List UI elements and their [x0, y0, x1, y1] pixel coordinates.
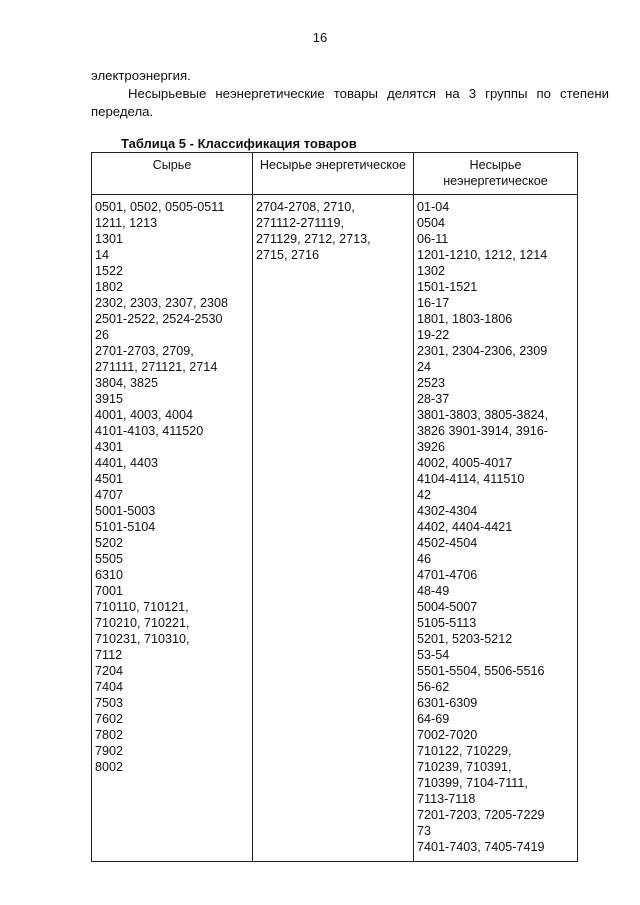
- code-entry: 06-11: [417, 232, 449, 246]
- code-entry: 8002: [95, 760, 124, 774]
- code-entry: 710239, 710391,: [417, 760, 512, 774]
- col-non-raw-energy-cell: [253, 195, 414, 862]
- code-entry: 271112-271119,: [256, 216, 345, 230]
- code-entry: 3915: [95, 392, 124, 406]
- code-entry: 7201-7203, 7205-7229: [417, 808, 545, 822]
- code-entry: 4707: [95, 488, 124, 502]
- header-non-raw-non-energy: Несырье неэнергетическое: [414, 153, 578, 195]
- code-entry: 1501-1521: [417, 280, 478, 294]
- code-entry: 3801-3803, 3805-3824,: [417, 408, 548, 422]
- intro-paragraph: Несырьевые неэнергетические товары делятся на 3 группы по степени передела.: [91, 86, 609, 119]
- code-entry: 710231, 710310,: [95, 632, 190, 646]
- code-entry: 5004-5007: [417, 600, 478, 614]
- code-entry: 1802: [95, 280, 124, 294]
- code-entry: 710122, 710229,: [417, 744, 512, 758]
- code-entry: 24: [417, 360, 432, 374]
- code-entry: 4401, 4403: [95, 456, 159, 470]
- col-raw-cell: [92, 195, 253, 862]
- code-entry: 5001-5003: [95, 504, 156, 518]
- code-entry: 01-04: [417, 200, 450, 214]
- code-entry: 5105-5113: [417, 616, 477, 630]
- code-entry: 2501-2522, 2524-2530: [95, 312, 223, 326]
- code-entry: 1301: [95, 232, 124, 246]
- code-entry: 42: [417, 488, 432, 502]
- code-entry: 5505: [95, 552, 124, 566]
- code-entry: 5101-5104: [95, 520, 156, 534]
- code-entry: 1522: [95, 264, 124, 278]
- code-entry: 271129, 2712, 2713,: [256, 232, 371, 246]
- code-entry: 56-62: [417, 680, 450, 694]
- code-entry: 3804, 3825: [95, 376, 159, 390]
- code-entry: 2523: [417, 376, 446, 390]
- table-row: [92, 195, 578, 862]
- intro-text: [91, 67, 609, 121]
- code-entry: 1801, 1803-1806: [417, 312, 513, 326]
- code-entry: 3926: [417, 440, 446, 454]
- header-non-raw-energy: Несырье энергетическое: [253, 153, 414, 195]
- code-entry: 6310: [95, 568, 124, 582]
- code-entry: 2701-2703, 2709,: [95, 344, 194, 358]
- code-entry: 1201-1210, 1212, 1214: [417, 248, 548, 262]
- code-entry: 19-22: [417, 328, 450, 342]
- code-entry: 2302, 2303, 2307, 2308: [95, 296, 229, 310]
- code-entry: 7001: [95, 584, 124, 598]
- code-entry: 710399, 7104-7111,: [417, 776, 528, 790]
- table-header-row: [92, 153, 578, 195]
- col-non-raw-non-energy-cell: [414, 195, 578, 862]
- code-entry: 26: [95, 328, 110, 342]
- code-entry: 48-49: [417, 584, 450, 598]
- code-entry: 16-17: [417, 296, 450, 310]
- intro-line: электроэнергия.: [91, 68, 191, 83]
- code-entry: 53-54: [417, 648, 450, 662]
- code-entry: 7902: [95, 744, 124, 758]
- header-raw: Сырье: [92, 153, 253, 195]
- code-entry: 7204: [95, 664, 124, 678]
- code-entry: 2704-2708, 2710,: [256, 200, 355, 214]
- code-entry: 0504: [417, 216, 446, 230]
- code-entry: 7602: [95, 712, 124, 726]
- code-entry: 710110, 710121,: [95, 600, 189, 614]
- code-entry: 4301: [95, 440, 124, 454]
- code-entry: 5202: [95, 536, 124, 550]
- page-number: 16: [312, 30, 328, 45]
- code-entry: 6301-6309: [417, 696, 478, 710]
- code-entry: 4101-4103, 411520: [95, 424, 204, 438]
- code-entry: 4002, 4005-4017: [417, 456, 513, 470]
- code-entry: 0501, 0502, 0505-0511: [95, 200, 225, 214]
- code-entry: 73: [417, 824, 432, 838]
- code-entry: 2301, 2304-2306, 2309: [417, 344, 548, 358]
- code-entry: 4701-4706: [417, 568, 478, 582]
- code-entry: 4402, 4404-4421: [417, 520, 513, 534]
- code-entry: 28-37: [417, 392, 450, 406]
- code-entry: 7113-7118: [417, 792, 476, 806]
- code-entry: 14: [95, 248, 110, 262]
- code-entry: 7404: [95, 680, 124, 694]
- code-entry: 2715, 2716: [256, 248, 320, 262]
- code-entry: 4001, 4003, 4004: [95, 408, 194, 422]
- code-entry: 64-69: [417, 712, 450, 726]
- code-entry: 4104-4114, 411510: [417, 472, 525, 486]
- code-entry: 3826 3901-3914, 3916-: [417, 424, 548, 438]
- code-entry: 7802: [95, 728, 124, 742]
- code-entry: 4502-4504: [417, 536, 478, 550]
- code-entry: 7503: [95, 696, 124, 710]
- code-entry: 46: [417, 552, 432, 566]
- code-entry: 710210, 710221,: [95, 616, 190, 630]
- goods-classification-table: [91, 152, 578, 862]
- table-caption: Таблица 5 - Классификация товаров: [121, 136, 357, 151]
- code-entry: 7112: [95, 648, 123, 662]
- code-entry: 4302-4304: [417, 504, 478, 518]
- code-entry: 1302: [417, 264, 446, 278]
- code-entry: 7401-7403, 7405-7419: [417, 840, 545, 854]
- code-entry: 5501-5504, 5506-5516: [417, 664, 545, 678]
- code-entry: 1211, 1213: [95, 216, 158, 230]
- code-entry: 4501: [95, 472, 124, 486]
- code-entry: 7002-7020: [417, 728, 478, 742]
- code-entry: 5201, 5203-5212: [417, 632, 513, 646]
- code-entry: 271111, 271121, 2714: [95, 360, 218, 374]
